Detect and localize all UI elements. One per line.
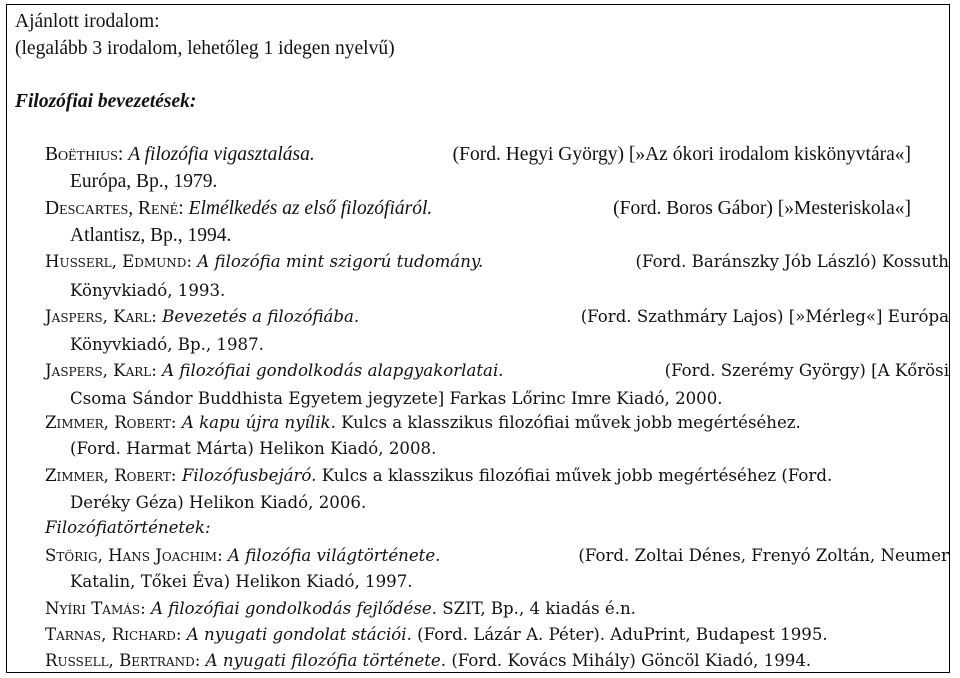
entry-details: (Ford. Szerémy György) [A Kőrösi <box>664 361 949 380</box>
entry-author: Zimmer, Robert: <box>45 466 177 485</box>
entry-details: (Ford. Boros Gábor) [»Mesteriskola«] <box>613 198 911 219</box>
entry-author: Tarnas, Richard: <box>45 625 182 644</box>
entry-details: (Ford. Szathmáry Lajos) [»Mérleg«] Európa <box>580 307 949 326</box>
entry-title: A kapu újra nyílik. <box>181 413 336 432</box>
entry-author: Zimmer, Robert: <box>45 413 177 432</box>
entry-title: A nyugati filozófia története. <box>205 651 447 670</box>
entry-details: (Ford. Kovács Mihály) Göncöl Kiadó, 1994. <box>451 651 812 670</box>
entry-details: Kulcs a klasszikus filozófiai művek jobb megértéséhez. <box>341 413 801 432</box>
entry-author: Jaspers, Karl: <box>45 307 157 326</box>
entry-author: Nyíri Tamás: <box>45 599 146 618</box>
entry-title: Bevezetés a filozófiába. <box>162 307 360 326</box>
entry-details: SZIT, Bp., 4 kiadás é.n. <box>442 599 636 618</box>
entry-boethius-line2: Európa, Bp., 1979. <box>70 171 218 192</box>
list-subtitle: (legalább 3 irodalom, lehetőleg 1 idegen nyelvű) <box>15 38 395 59</box>
entry-title: Filozófusbejáró. <box>181 466 317 485</box>
entry-details: (Ford. Baránszky Jób László) Kossuth <box>635 252 949 271</box>
entry-descartes-line1 <box>7 198 911 220</box>
entry-storig-line2: Katalin, Tőkei Éva) Helikon Kiadó, 1997. <box>70 572 413 591</box>
entry-details: (Ford. Hegyi György) [»Az ókori irodalom kiskönyvtára«] <box>452 144 911 165</box>
entry-title: Elmélkedés az első filozófiáról. <box>188 198 433 219</box>
entry-jaspers2-line1 <box>7 361 949 380</box>
entry-jaspers1-line1 <box>7 307 949 326</box>
entry-zimmer1-line1 <box>7 413 801 432</box>
entry-jaspers1-line2: Könyvkiadó, Bp., 1987. <box>70 335 264 354</box>
entry-title: A filozófiai gondolkodás fejlődése. <box>151 599 437 618</box>
entry-details: (Ford. Lázár A. Péter). AduPrint, Budapest 1995. <box>417 625 828 644</box>
entry-title: A filozófia világtörténete. <box>227 546 441 565</box>
entry-title: A filozófiai gondolkodás alapgyakorlatai. <box>162 361 504 380</box>
entry-zimmer2-line2: Deréky Géza) Helikon Kiadó, 2006. <box>70 493 367 512</box>
entry-author: Jaspers, Karl: <box>45 361 157 380</box>
entry-title: A nyugati gondolat stációi. <box>186 625 412 644</box>
entry-details: Kulcs a klasszikus filozófiai művek jobb megértéséhez (Ford. <box>321 466 833 485</box>
entry-nyiri <box>7 599 636 618</box>
entry-author: Boëthius: <box>45 144 124 165</box>
entry-zimmer1-line2: (Ford. Harmat Márta) Helikon Kiadó, 2008. <box>70 439 437 458</box>
entry-husserl-line1 <box>7 252 949 271</box>
entry-author: Russell, Bertrand: <box>45 651 201 670</box>
entry-russell <box>7 651 811 670</box>
entry-tarnas <box>7 625 828 644</box>
entry-husserl-line2: Könyvkiadó, 1993. <box>70 281 226 300</box>
list-title: Ajánlott irodalom: <box>15 11 160 32</box>
entry-zimmer2-line1 <box>7 466 832 485</box>
entry-storig-line1 <box>7 546 949 565</box>
reading-list-box <box>6 4 950 673</box>
section-heading-histories: Filozófiatörténetek: <box>45 518 211 537</box>
entry-title: A filozófia mint szigorú tudomány. <box>197 252 484 271</box>
entry-author: Störig, Hans Joachim: <box>45 546 223 565</box>
entry-boethius-line1 <box>7 144 911 166</box>
entry-details: (Ford. Zoltai Dénes, Frenyó Zoltán, Neumer <box>578 546 949 565</box>
entry-jaspers2-line2: Csoma Sándor Buddhista Egyetem jegyzete] Farkas Lőrinc Imre Kiadó, 2000. <box>70 389 723 408</box>
entry-title: A filozófia vigasztalása. <box>128 144 315 165</box>
entry-descartes-line2: Atlantisz, Bp., 1994. <box>70 225 232 246</box>
entry-author: Husserl, Edmund: <box>45 252 192 271</box>
entry-author: Descartes, René: <box>45 198 184 219</box>
section-heading-intros: Filozófiai bevezetések: <box>15 91 197 112</box>
